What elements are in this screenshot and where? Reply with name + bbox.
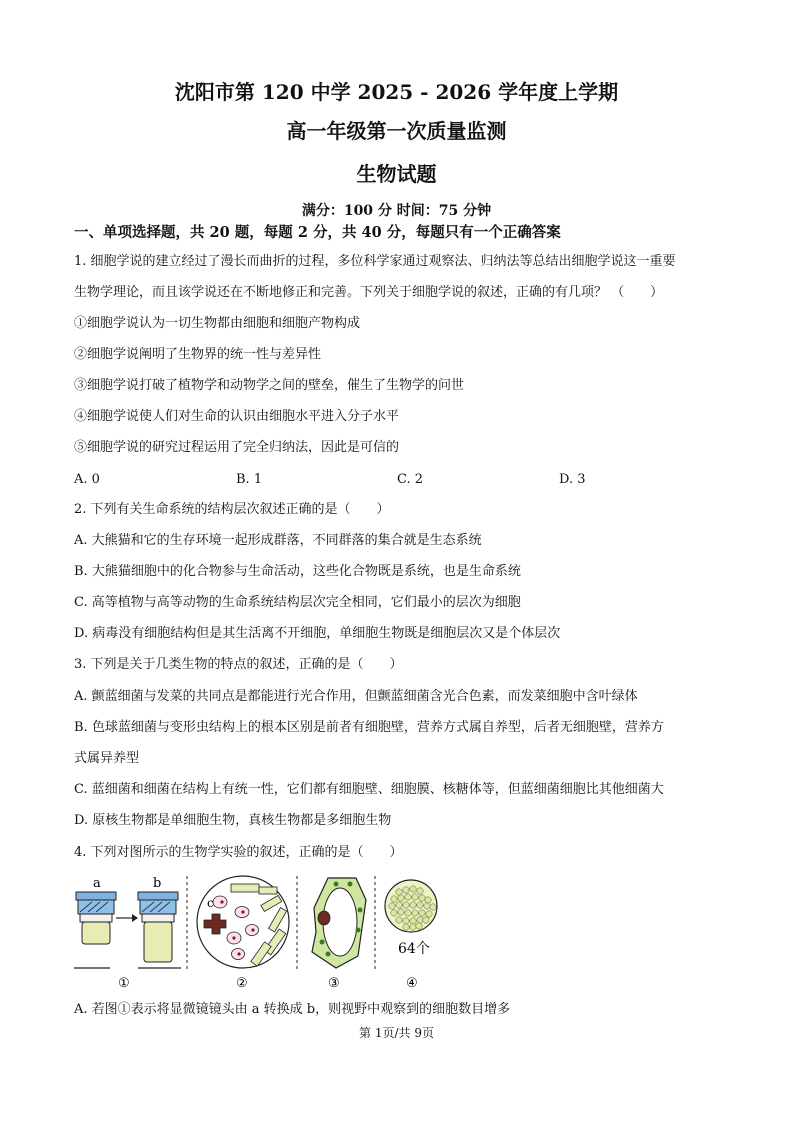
q3-option-a: A. 颤蓝细菌与发菜的共同点是都能进行光合作用，但颤蓝细菌含光合色素，而发菜细胞中含叶绿体 <box>74 689 638 704</box>
q2-option-c: C. 高等植物与高等动物的生命系统结构层次完全相同，它们最小的层次为细胞 <box>74 595 521 610</box>
arrow-head <box>132 914 138 922</box>
figure-number-2: ② <box>236 976 248 991</box>
cell-field-view <box>385 880 437 932</box>
label-b: b <box>153 876 162 891</box>
q3-option-b-line2: 式属异养型 <box>74 751 140 766</box>
q2-stem: 2. 下列有关生命系统的结构层次叙述正确的是（ ） <box>74 502 390 517</box>
section-heading: 一、单项选择题，共 20 题，每题 2 分，共 40 分，每题只有一个正确答案 <box>74 224 561 241</box>
figure-number-4: ④ <box>406 976 418 991</box>
label-c: c <box>207 896 214 910</box>
cell-count: 64个 <box>398 941 430 957</box>
figure-number-3: ③ <box>328 976 340 991</box>
plant-cell <box>312 878 366 968</box>
q1-stem-line2: 生物学理论，而且该学说还在不断地修正和完善。下列关于细胞学说的叙述，正确的有几项？ （ ） <box>74 285 664 300</box>
q1-item: ③细胞学说打破了植物学和动物学之间的壁垒，催生了生物学的问世 <box>74 378 465 393</box>
q3-option-b-line1: B. 色球蓝细菌与变形虫结构上的根本区别是前者有细胞壁，营养方式属自养型，后者无细胞壁，营养方 <box>74 720 664 735</box>
subject-title: 生物试题 <box>356 162 437 186</box>
q1-option-b: B. 1 <box>236 472 263 487</box>
q1-item: ⑤细胞学说的研究过程运用了完全归纳法，因此是可信的 <box>74 440 400 455</box>
q3-option-d: D. 原核生物都是单细胞生物，真核生物都是多细胞生物 <box>74 813 392 828</box>
q2-option-a: A. 大熊猫和它的生存环境一起形成群落，不同群落的集合就是生态系统 <box>74 533 482 548</box>
q1-option-c: C. 2 <box>397 472 424 487</box>
figure-number-1: ① <box>118 976 130 991</box>
q1-item: ①细胞学说认为一切生物都由细胞和细胞产物构成 <box>74 316 361 331</box>
page-number: 第 1页/共 9页 <box>359 1026 434 1040</box>
q1-option-d: D. 3 <box>559 472 586 487</box>
exam-subtitle: 高一年级第一次质量监测 <box>286 119 507 143</box>
label-a: a <box>93 876 101 891</box>
q1-option-a: A. 0 <box>74 472 100 487</box>
q1-stem-line1: 1. 细胞学说的建立经过了漫长而曲折的过程，多位科学家通过观察法、归纳法等总结出细胞学说这一重要 <box>74 254 676 269</box>
q2-option-d: D. 病毒没有细胞结构但是其生活离不开细胞，单细胞生物既是细胞层次又是个体层次 <box>74 626 561 641</box>
score-time: 满分：100 分 时间：75 分钟 <box>301 203 492 219</box>
exam-title: 沈阳市第 120 中学 2025 - 2026 学年度上学期 <box>174 80 619 104</box>
q3-stem: 3. 下列是关于几类生物的特点的叙述，正确的是（ ） <box>74 657 403 672</box>
q3-option-c: C. 蓝细菌和细菌在结构上有统一性，它们都有细胞壁、细胞膜、核糖体等，但蓝细菌细胞比其他细菌大 <box>74 782 664 797</box>
q2-option-b: B. 大熊猫细胞中的化合物参与生命活动，这些化合物既是系统，也是生命系统 <box>74 564 521 579</box>
q4-stem: 4. 下列对图所示的生物学实验的叙述，正确的是（ ） <box>74 845 403 860</box>
q1-item: ②细胞学说阐明了生物界的统一性与差异性 <box>74 347 322 362</box>
mixed-cells-view <box>197 876 289 968</box>
q1-item: ④细胞学说使人们对生命的认识由细胞水平进入分子水平 <box>74 409 400 424</box>
q4-option-a: A. 若图①表示将显微镜镜头由 a 转换成 b，则视野中观察到的细胞数目增多 <box>74 1002 511 1017</box>
objective-lens-a <box>76 892 116 944</box>
q4-figure <box>66 870 446 995</box>
objective-lens-b <box>138 892 178 962</box>
